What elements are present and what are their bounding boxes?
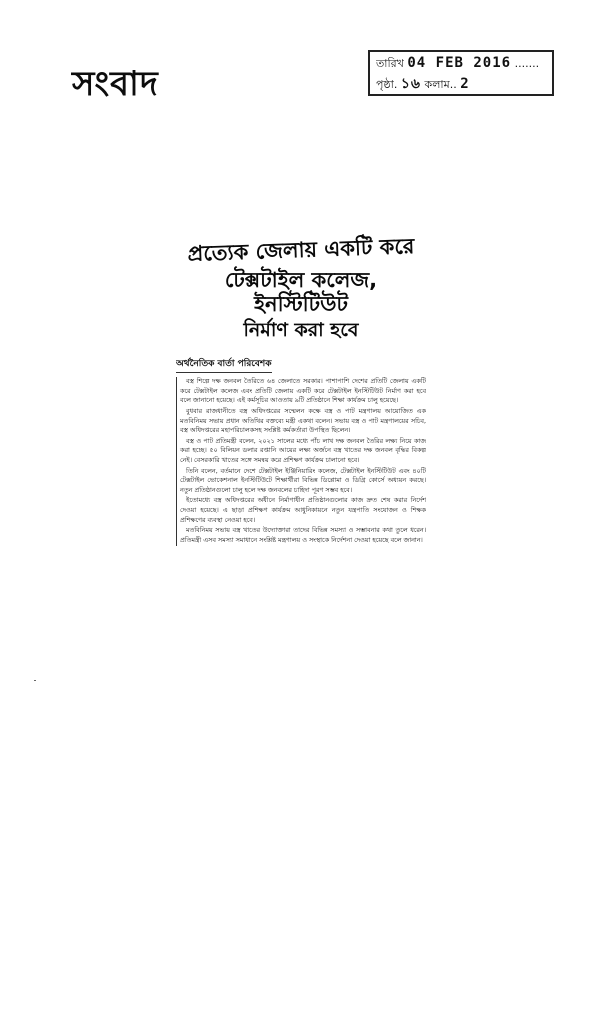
article-paragraph: তিনি বলেন, বর্তমানে দেশে টেক্সটাইল ইঞ্জিনিয়ারিং কলেজ, টেক্সটাইল ইনস্টিটিউট এবং ৪০টি টেক্সটাইল ভোকেশনাল ইনস্টিটিউটে শিক্ষার্থীরা বিভিন্ন ডিপ্লোমা ও ডিগ্রি কোর্সে অধ্যয়ন করছে। নতুন প্রতিষ্ঠানগুলো চালু হলে দক্ষ জনবলের চাহিদা পূরণ সম্ভব হবে।: [180, 466, 426, 494]
article-paragraph: বস্ত্র শিল্পে দক্ষ জনবল তৈরিতে ৬৪ জেলাতে সরকার। পাশাপাশি দেশের প্রতিটি জেলায় একটি করে টেক্সটাইল কলেজ এবং প্রতিটি জেলায় একটি করে টেক্সটাইল ইনস্টিটিউট নির্মাণ করা হবে বলে জানানো হয়েছে। এই কর্মসূচির আওতায় ৯টি প্রতিষ্ঠানে শিক্ষা কার্যক্রম চালু হয়েছে।: [180, 377, 426, 405]
article-byline: অর্থনৈতিক বার্তা পরিবেশক: [176, 356, 272, 373]
newspaper-clipping: [176, 228, 426, 686]
stamp-page-value: ১৬: [400, 76, 422, 92]
stamp-column-value: 2: [460, 76, 470, 92]
headline-line-2: টেক্সটাইল কলেজ, ইনস্টিটিউট: [224, 268, 378, 317]
stamp-page-row: পৃষ্ঠা. ১৬ কলাম.. 2: [376, 76, 470, 92]
stamp-date-value: 04 FEB 2016: [407, 55, 512, 71]
headline-line-3: নির্মাণ করা হবে: [243, 319, 359, 342]
stamp-column-label: কলাম: [424, 78, 450, 91]
archive-stamp: [368, 50, 554, 96]
headline-line-1: প্রত্যেক জেলায় একটি করে: [187, 234, 415, 266]
article-paragraph: ইতোমধ্যে বস্ত্র অধিদপ্তরের অধীনে নির্মাণাধীন প্রতিষ্ঠানগুলোর কাজ দ্রুত শেষ করার নির্দেশ দেওয়া হয়েছে। এ ছাড়া প্রশিক্ষণ কার্যক্রম আধুনিকায়নে নতুন যন্ত্রপাতি সংযোজন ও শিক্ষক প্রশিক্ষণের ব্যবস্থা নেওয়া হবে।: [180, 496, 426, 524]
stamp-date-row: তারিখ 04 FEB 2016 .......: [376, 55, 540, 71]
stamp-page-label: পৃষ্ঠা: [376, 78, 394, 91]
article-paragraph: বুধবার রাজধানীতে বস্ত্র অধিদপ্তরের সম্মেলন কক্ষে বস্ত্র ও পাট মন্ত্রণালয় আয়োজিত এক মতবিনিময় সভায় প্রধান অতিথির বক্তব্যে মন্ত্রী একথা বলেন। সভায় বস্ত্র ও পাট মন্ত্রণালয়ের সচিব, বস্ত্র অধিদপ্তরের মহাপরিচালকসহ সংশ্লিষ্ট কর্মকর্তারা উপস্থিত ছিলেন।: [180, 407, 426, 435]
stamp-date-label: তারিখ: [376, 57, 404, 70]
scan-speck: [34, 680, 36, 681]
article-paragraph: বস্ত্র ও পাট প্রতিমন্ত্রী বলেন, ২০২১ সালের মধ্যে পাঁচ লাখ দক্ষ জনবল তৈরির লক্ষ্য নিয়ে কাজ করা হচ্ছে। ৫০ বিলিয়ন ডলার রপ্তানি আয়ের লক্ষ্য অর্জনে বস্ত্র খাতের দক্ষ জনবল বৃদ্ধির বিকল্প নেই। বেসরকারি খাতের সঙ্গে সমন্বয় করে প্রশিক্ষণ কার্যক্রম চালানো হবে।: [180, 436, 426, 465]
article-paragraph: মতবিনিময় সভায় বস্ত্র খাতের উদ্যোক্তারা তাদের বিভিন্ন সমস্যা ও সম্ভাবনার কথা তুলে ধরেন। প্রতিমন্ত্রী এসব সমস্যা সমাধানে সংশ্লিষ্ট মন্ত্রণালয় ও সংস্থাকে নির্দেশনা দেওয়া হয়েছে বলে জানান।: [180, 526, 426, 544]
newspaper-masthead: সংবাদ: [72, 64, 159, 104]
article-body: [176, 377, 426, 546]
